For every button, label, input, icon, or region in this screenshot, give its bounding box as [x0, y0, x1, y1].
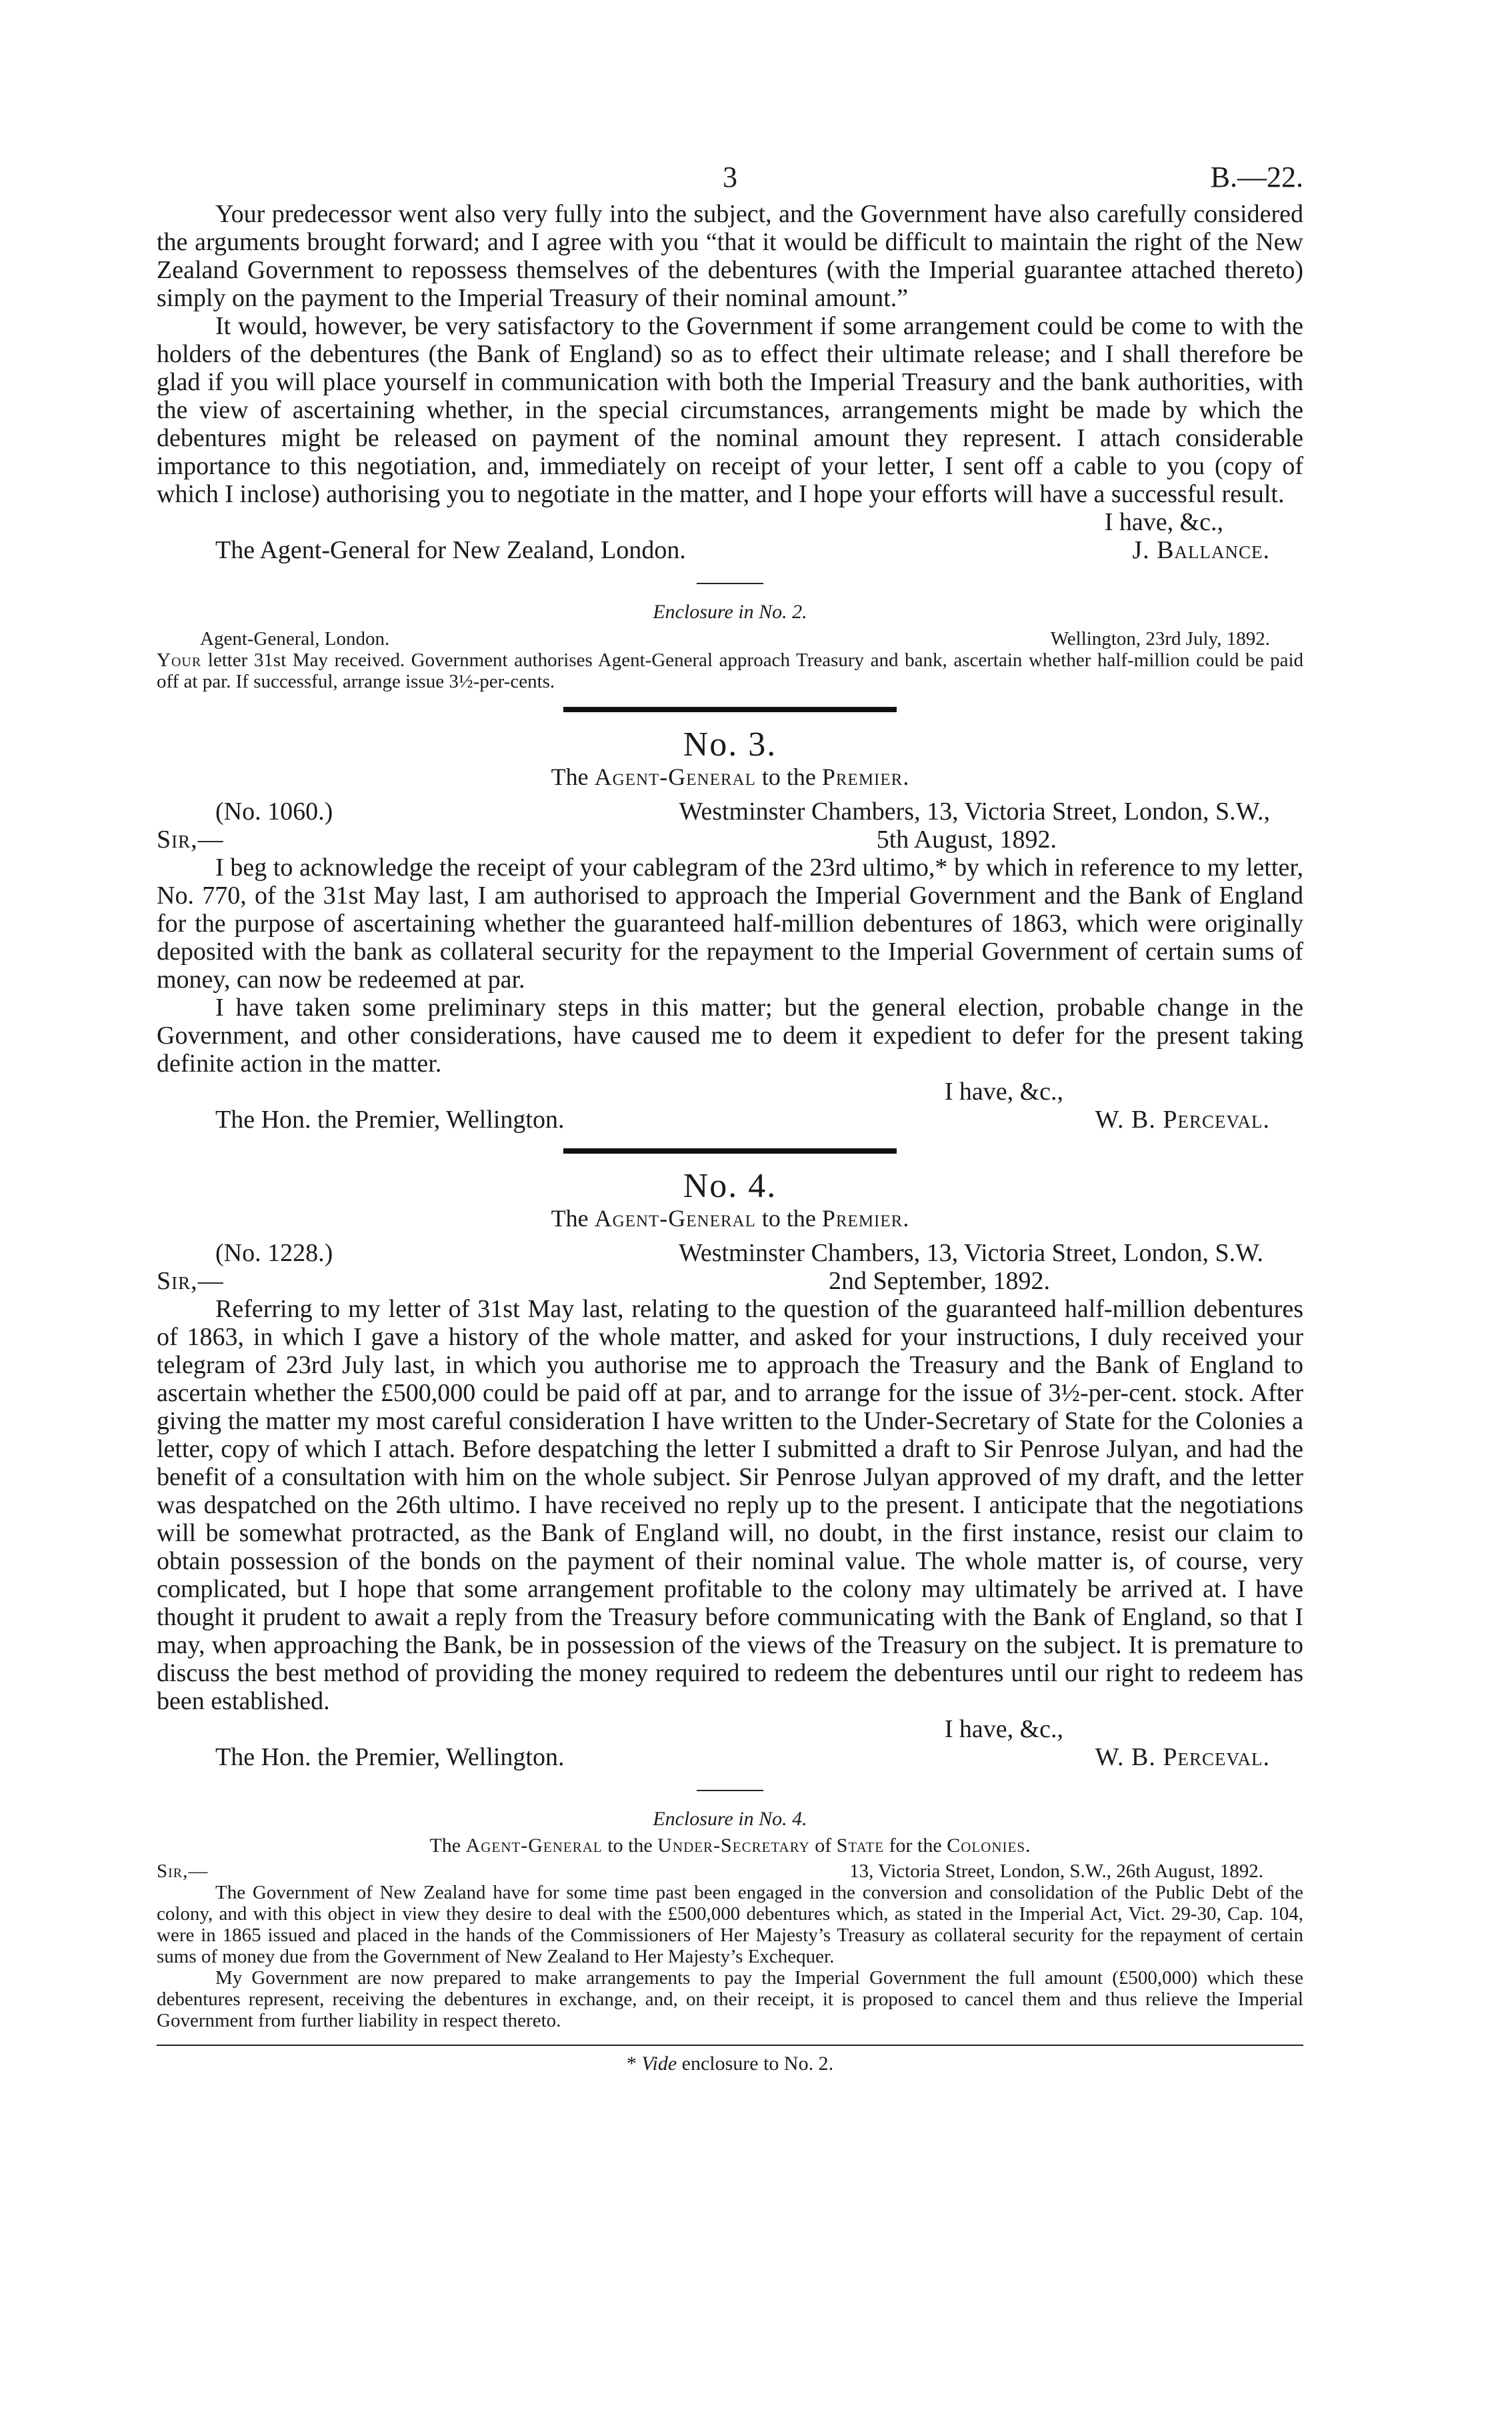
reference-number: (No. 1060.) [215, 798, 333, 826]
section-divider [563, 707, 897, 712]
enclosure-text: letter 31st May received. Government authorises Agent-General approach Treasury and bank, ascertain whether half-million could be paid off at par. If successful, arrange issue 3½-per-cents. [157, 650, 1303, 692]
enclosure-place-date: Wellington, 23rd July, 1892. [1050, 628, 1270, 650]
footnote: * Vide enclosure to No. 2. [626, 2053, 834, 2075]
enclosure-4 [157, 1808, 1303, 2031]
letter-date: 2nd September, 1892. [829, 1267, 1050, 1295]
letter-no-4 [157, 1167, 1303, 1771]
reference-number: (No. 1228.) [215, 1239, 333, 1267]
paragraph: My Government are now prepared to make arrangements to pay the Imperial Government the full amount (£500,000) which these debentures represent, receiving the debentures in exchange, and, on their receipt, it is proposed to cancel them and thus relieve the Imperial Government from further liability in respect thereto. [157, 1967, 1303, 2031]
signature: W. B. Perceval. [1095, 1106, 1270, 1134]
salutation-row [157, 1267, 1303, 1295]
letter-2-body [157, 200, 1303, 564]
paragraph: I have taken some preliminary steps in this matter; but the general election, probable change in the Government, and other considerations, have caused me to deem it expedient to defer for the present taking definite action in the matter. [157, 994, 1303, 1078]
lead-word: Your [157, 650, 202, 671]
document-page [157, 133, 1303, 2075]
addressee: The Hon. the Premier, Wellington. [215, 1743, 565, 1771]
enclosure-recipient: Agent-General, London. [200, 628, 390, 650]
section-heading: No. 4. [683, 1167, 777, 1205]
footnote-vide: Vide [641, 2053, 677, 2075]
paragraph: The Government of New Zealand have for some time past been engaged in the conversion and consolidation of the Public Debt of the colony, and with this object in view they desire to deal with the £500,000 debentures which, as stated in the Imperial Act, Vict. 29-30, Cap. 104, were in 1865 issued and placed in the hands of the Commissioners of Her Majesty’s Treasury as collateral security for the repayment of certain sums of money due from the Government of New Zealand to Her Majesty’s Exchequer. [157, 1882, 1303, 1967]
paragraph: It would, however, be very satisfactory to the Government if some arrangement could be come to with the holders of the debentures (the Bank of England) so as to effect their ultimate release; and I shall therefore be glad if you will place yourself in communication with both the Imperial Treasury and the bank authorities, with the view of ascertaining whether, in the special circumstances, arrangements might be made by which the debentures might be released on payment of the nominal amount they represent. I attach considerable importance to this negotiation, and, immediately on receipt of your letter, I sent off a cable to you (copy of which I inclose) authorising you to negotiate in the matter, and I hope your efforts will have a successful result. [157, 312, 1303, 508]
enclosure-body [157, 650, 1303, 692]
document-reference: B.—22. [1210, 161, 1303, 193]
addressee: The Hon. the Premier, Wellington. [215, 1106, 565, 1134]
signature-row [157, 1106, 1303, 1134]
enclosure-subtitle: The Agent-General to the Under-Secretary of State for the Colonies. [429, 1835, 1031, 1857]
section-divider [563, 1148, 897, 1154]
salutation-row [157, 826, 1303, 854]
signature: J. Ballance. [1132, 536, 1270, 564]
enclosure-2 [157, 601, 1303, 692]
signature-row [157, 536, 1303, 564]
section-subtitle: The Agent-General to the Premier. [551, 1205, 909, 1232]
signature: W. B. Perceval. [1095, 1743, 1270, 1771]
footnote-text: enclosure to No. 2. [677, 2053, 834, 2075]
paragraph: Referring to my letter of 31st May last, relating to the question of the guaranteed half-million debentures of 1863, in which I gave a history of the whole matter, and asked for your instructions, I duly received your telegram of 23rd July last, in which you authorise me to approach the Treasury and the Bank of England to ascertain whether the £500,000 could be paid off at par, and to arrange for the issue of 3½-per-cent. stock. After giving the matter my most careful consideration I have written to the Under-Secretary of State for the Colonies a letter, copy of which I attach. Before despatching the letter I submitted a draft to Sir Penrose Julyan, and had the benefit of a consultation with him on the whole subject. Sir Penrose Julyan approved of my draft, and the letter was despatched on the 26th ultimo. I have received no reply up to the present. I anticipate that the negotiations will be somewhat protracted, as the Bank of England will, no doubt, in the first instance, resist our claim to obtain possession of the bonds on the payment of their nominal value. The whole matter is, of course, very complicated, but I hope that some arrangement profitable to the colony may ultimately be arrived at. I have thought it prudent to await a reply from the Treasury before communicating with the Bank of England, so that I may, when approaching the Bank, be in possession of the views of the Treasury on the subject. It is premature to discuss the best method of providing the money required to redeem the debentures until our right to redeem has been established. [157, 1295, 1303, 1715]
sender-address: Westminster Chambers, 13, Victoria Street, London, S.W., [679, 798, 1270, 826]
divider [697, 583, 763, 584]
signature-row [157, 1743, 1303, 1771]
enclosure-header-row [157, 628, 1303, 650]
sender-address: Westminster Chambers, 13, Victoria Street, London, S.W. [679, 1239, 1263, 1267]
paragraph: Your predecessor went also very fully into the subject, and the Government have also carefully considered the arguments brought forward; and I agree with you “that it would be difficult to maintain the right of the New Zealand Government to repossess themselves of the debentures (with the Imperial guarantee attached thereto) simply on the payment to the Imperial Treasury of their nominal amount.” [157, 200, 1303, 312]
paragraph: I beg to acknowledge the receipt of your cablegram of the 23rd ultimo,* by which in reference to my letter, No. 770, of the 31st May last, I am authorised to approach the Imperial Government and the Bank of England for the purpose of ascertaining whether the guaranteed half-million debentures of 1863, which were originally deposited with the bank as collateral security for the repayment to the Imperial Government of certain sums of money, can now be redeemed at par. [157, 854, 1303, 994]
salutation: Sir,— [157, 1861, 209, 1882]
addressee: The Agent-General for New Zealand, London. [215, 536, 686, 564]
letter-date: 5th August, 1892. [876, 826, 1057, 854]
enclosure-header-row [157, 1861, 1303, 1882]
footnote-rule [157, 2045, 1303, 2046]
divider [697, 1790, 763, 1791]
reference-row [157, 1239, 1303, 1267]
letter-no-3 [157, 726, 1303, 1134]
closing: I have, &c., [944, 1715, 1063, 1743]
reference-row [157, 798, 1303, 826]
page-number: 3 [723, 161, 737, 193]
enclosure-place-date: 13, Victoria Street, London, S.W., 26th August, 1892. [849, 1861, 1263, 1882]
page-header [157, 133, 1303, 200]
closing: I have, &c., [944, 1078, 1063, 1106]
salutation: Sir,— [157, 826, 224, 854]
closing: I have, &c., [1104, 508, 1223, 536]
enclosure-title: Enclosure in No. 4. [653, 1808, 807, 1830]
salutation: Sir,— [157, 1267, 224, 1295]
section-subtitle: The Agent-General to the Premier. [551, 764, 909, 790]
enclosure-title: Enclosure in No. 2. [653, 601, 807, 623]
section-heading: No. 3. [683, 726, 777, 764]
